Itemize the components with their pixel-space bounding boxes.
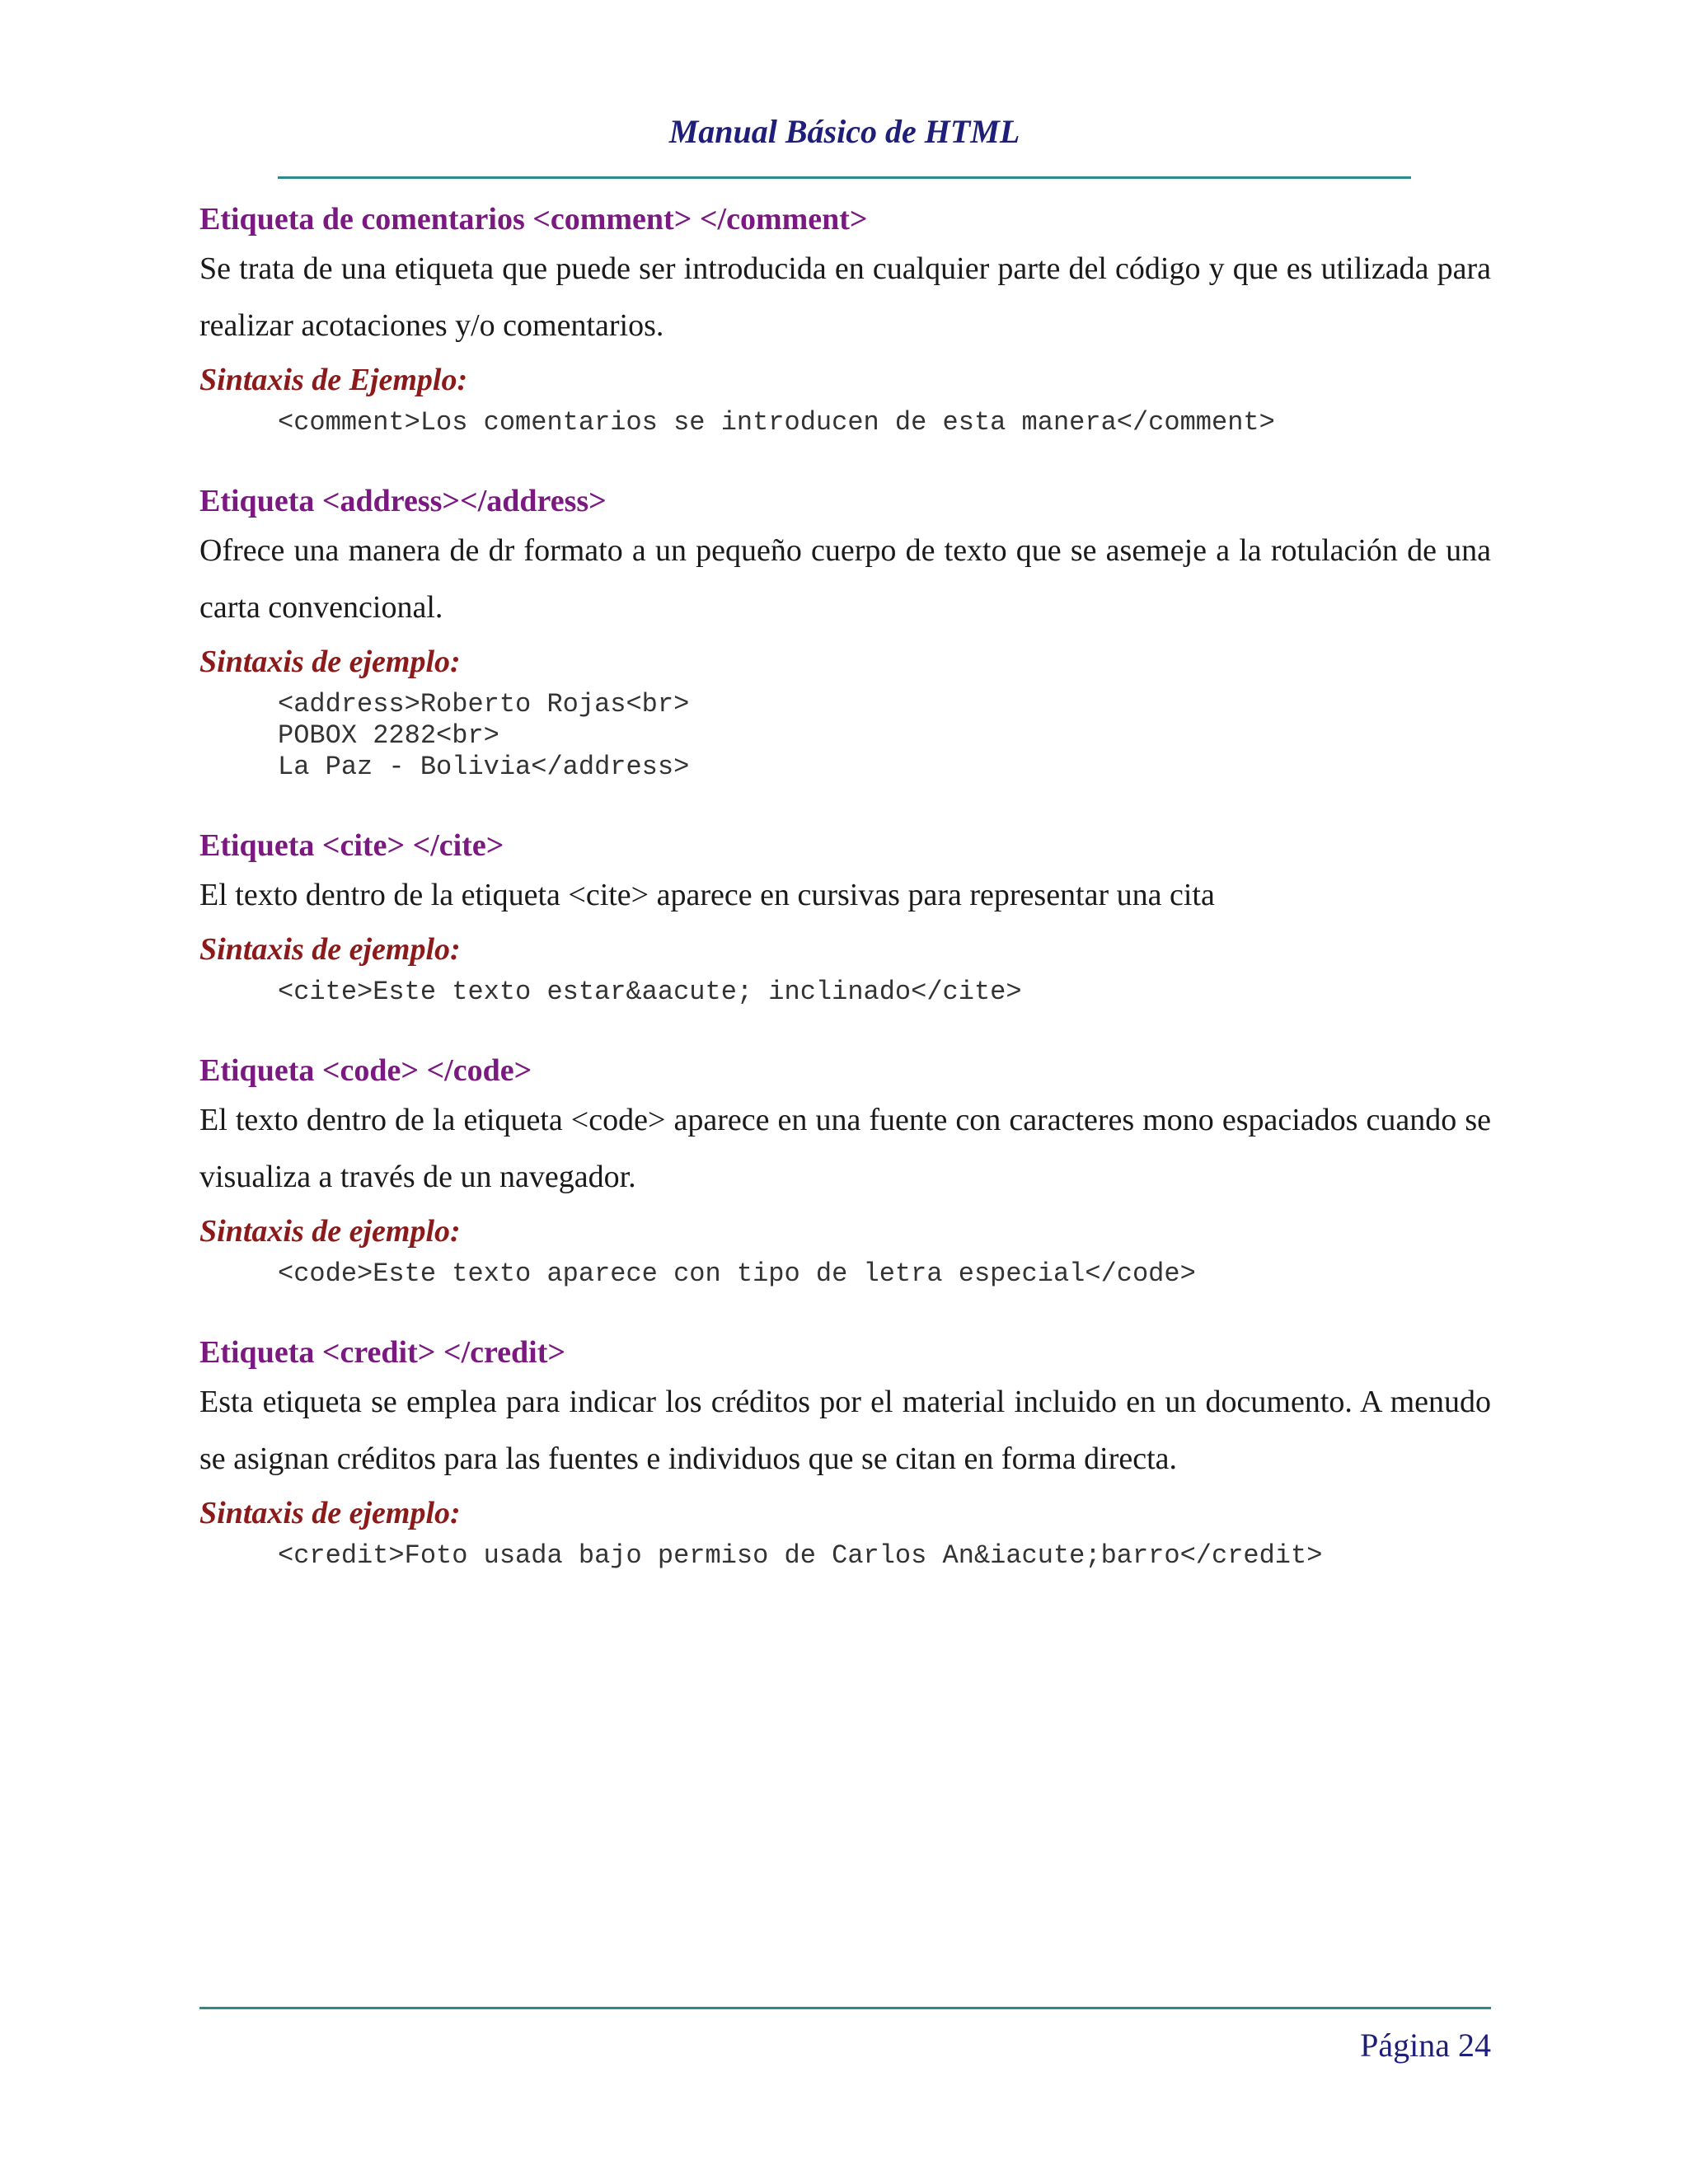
section-title: Etiqueta de comentarios <comment> </comment> xyxy=(199,202,868,237)
section-spacer xyxy=(199,783,1491,824)
section-title: Etiqueta <credit> </credit> xyxy=(199,1335,566,1370)
section-title: Etiqueta <cite> </cite> xyxy=(199,828,504,863)
sintaxis-label: Sintaxis de ejemplo: xyxy=(199,1496,461,1530)
section-body: Se trata de una etiqueta que puede ser introducida en cualquier parte del código y que es utilizada para realizar acotaciones y/o comentarios. xyxy=(199,251,1491,343)
section-credit xyxy=(199,1331,1491,1572)
sintaxis-label: Sintaxis de ejemplo: xyxy=(199,1214,461,1249)
page-number: Página 24 xyxy=(1360,2027,1491,2064)
page-content xyxy=(199,198,1491,1572)
code-example: <address>Roberto Rojas<br> POBOX 2282<br> La Paz - Bolivia</address> xyxy=(278,689,690,782)
section-body: El texto dentro de la etiqueta <cite> aparece en cursivas para representar una cita xyxy=(199,878,1215,912)
section-body: Ofrece una manera de dr formato a un pequeño cuerpo de texto que se asemeje a la rotulación de una carta convencional. xyxy=(199,533,1491,625)
section-cite xyxy=(199,824,1491,1008)
section-code xyxy=(199,1049,1491,1290)
footer-divider xyxy=(199,2007,1491,2009)
section-spacer xyxy=(199,1290,1491,1331)
running-header: Manual Básico de HTML xyxy=(668,113,1020,150)
header-divider xyxy=(278,176,1411,179)
sintaxis-label: Sintaxis de Ejemplo: xyxy=(199,363,468,397)
section-spacer xyxy=(199,438,1491,480)
section-address xyxy=(199,480,1491,783)
section-spacer xyxy=(199,1008,1491,1049)
sintaxis-label: Sintaxis de ejemplo: xyxy=(199,644,461,679)
section-body: Esta etiqueta se emplea para indicar los créditos por el material incluido en un documento. A menudo se asignan créditos para las fuentes e individuos que se citan en forma directa. xyxy=(199,1385,1491,1476)
section-title: Etiqueta <code> </code> xyxy=(199,1053,532,1088)
section-comment xyxy=(199,198,1491,438)
code-example: <comment>Los comentarios se introducen de esta manera</comment> xyxy=(278,407,1275,438)
code-example: <code>Este texto aparece con tipo de letra especial</code> xyxy=(278,1258,1196,1289)
code-example: <credit>Foto usada bajo permiso de Carlos An&iacute;barro</credit> xyxy=(278,1540,1323,1571)
section-title: Etiqueta <address></address> xyxy=(199,484,607,518)
code-example: <cite>Este texto estar&aacute; inclinado</cite> xyxy=(278,977,1022,1007)
sintaxis-label: Sintaxis de ejemplo: xyxy=(199,932,461,967)
section-body: El texto dentro de la etiqueta <code> aparece en una fuente con caracteres mono espaciados cuando se visualiza a través de un navegador. xyxy=(199,1103,1491,1194)
